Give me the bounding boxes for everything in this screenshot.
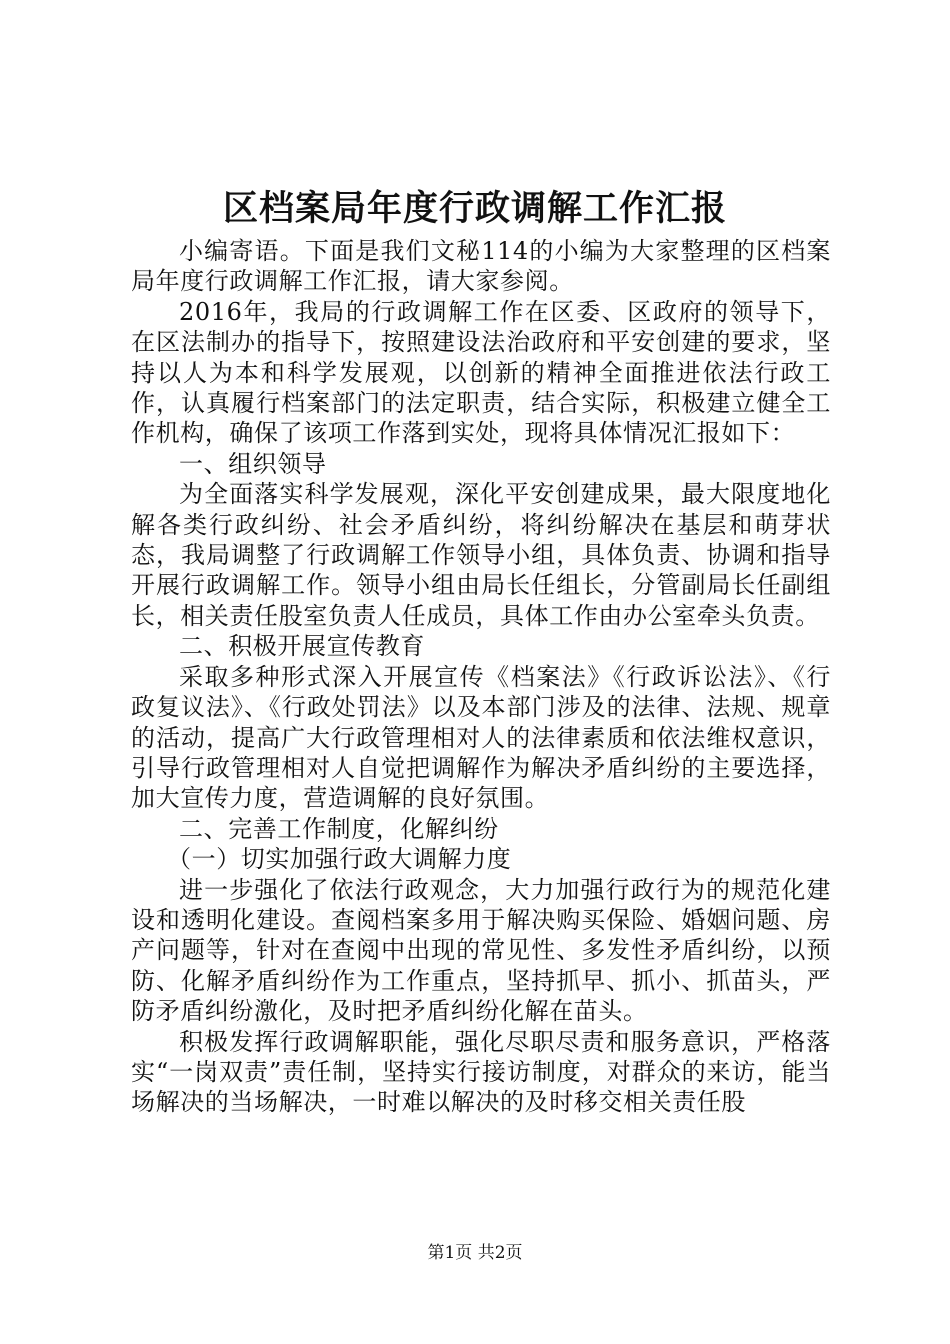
subsection-text-mediation-2: 积极发挥行政调解职能，强化尽职尽责和服务意识，严格落实“一岗双责”责任制，坚持实行接访制度，对群众的来访，能当场解决的当场解决，一时难以解决的及时移交相关责任股	[131, 1027, 831, 1117]
section-heading-system: 二、完善工作制度，化解纠纷	[179, 814, 499, 843]
subsection-heading-mediation: （一）切实加强行政大调解力度	[167, 845, 512, 874]
overview-paragraph: 2016年，我局的行政调解工作在区委、区政府的领导下，在区法制办的指导下，按照建设法治政府和平安创建的要求，坚持以人为本和科学发展观，以创新的精神全面推进依法行政工作，认真履行档案部门的法定职责，结合实际，积极建立健全工作机构，确保了该项工作落到实处，现将具体情况汇报如下：	[131, 297, 831, 448]
section-heading-publicity: 二、积极开展宣传教育	[179, 632, 425, 661]
document-title: 区档案局年度行政调解工作汇报	[222, 188, 727, 229]
section-text-publicity: 采取多种形式深入开展宣传《档案法》《行政诉讼法》、《行政复议法》、《行政处罚法》以及本部门涉及的法律、法规、规章的活动，提高广大行政管理相对人的法律素质和依法维权意识，引导行政管理相对人自觉把调解作为解决矛盾纠纷的主要选择，加大宣传力度，营造调解的良好氛围。	[131, 662, 831, 813]
section-text-organization: 为全面落实科学发展观，深化平安创建成果，最大限度地化解各类行政纠纷、社会矛盾纠纷，将纠纷解决在基层和萌芽状态，我局调整了行政调解工作领导小组，具体负责、协调和指导开展行政调解工作。领导小组由局长任组长，分管副局长任副组长，相关责任股室负责人任成员，具体工作由办公室牵头负责。	[131, 480, 831, 630]
section-heading-organization: 一、组织领导	[179, 449, 327, 478]
document-body	[131, 236, 831, 1118]
subsection-text-mediation-1: 进一步强化了依法行政观念，大力加强行政行为的规范化建设和透明化建设。查阅档案多用于解决购买保险、婚姻问题、房产问题等，针对在查阅中出现的常见性、多发性矛盾纠纷，以预防、化解矛盾纠纷作为工作重点，坚持抓早、抓小、抓苗头，严防矛盾纠纷激化，及时把矛盾纠纷化解在苗头。	[131, 875, 831, 1026]
page-indicator: 第1页 共2页	[427, 1243, 523, 1263]
intro-paragraph: 小编寄语。下面是我们文秘114的小编为大家整理的区档案局年度行政调解工作汇报，请大家参阅。	[131, 237, 831, 296]
